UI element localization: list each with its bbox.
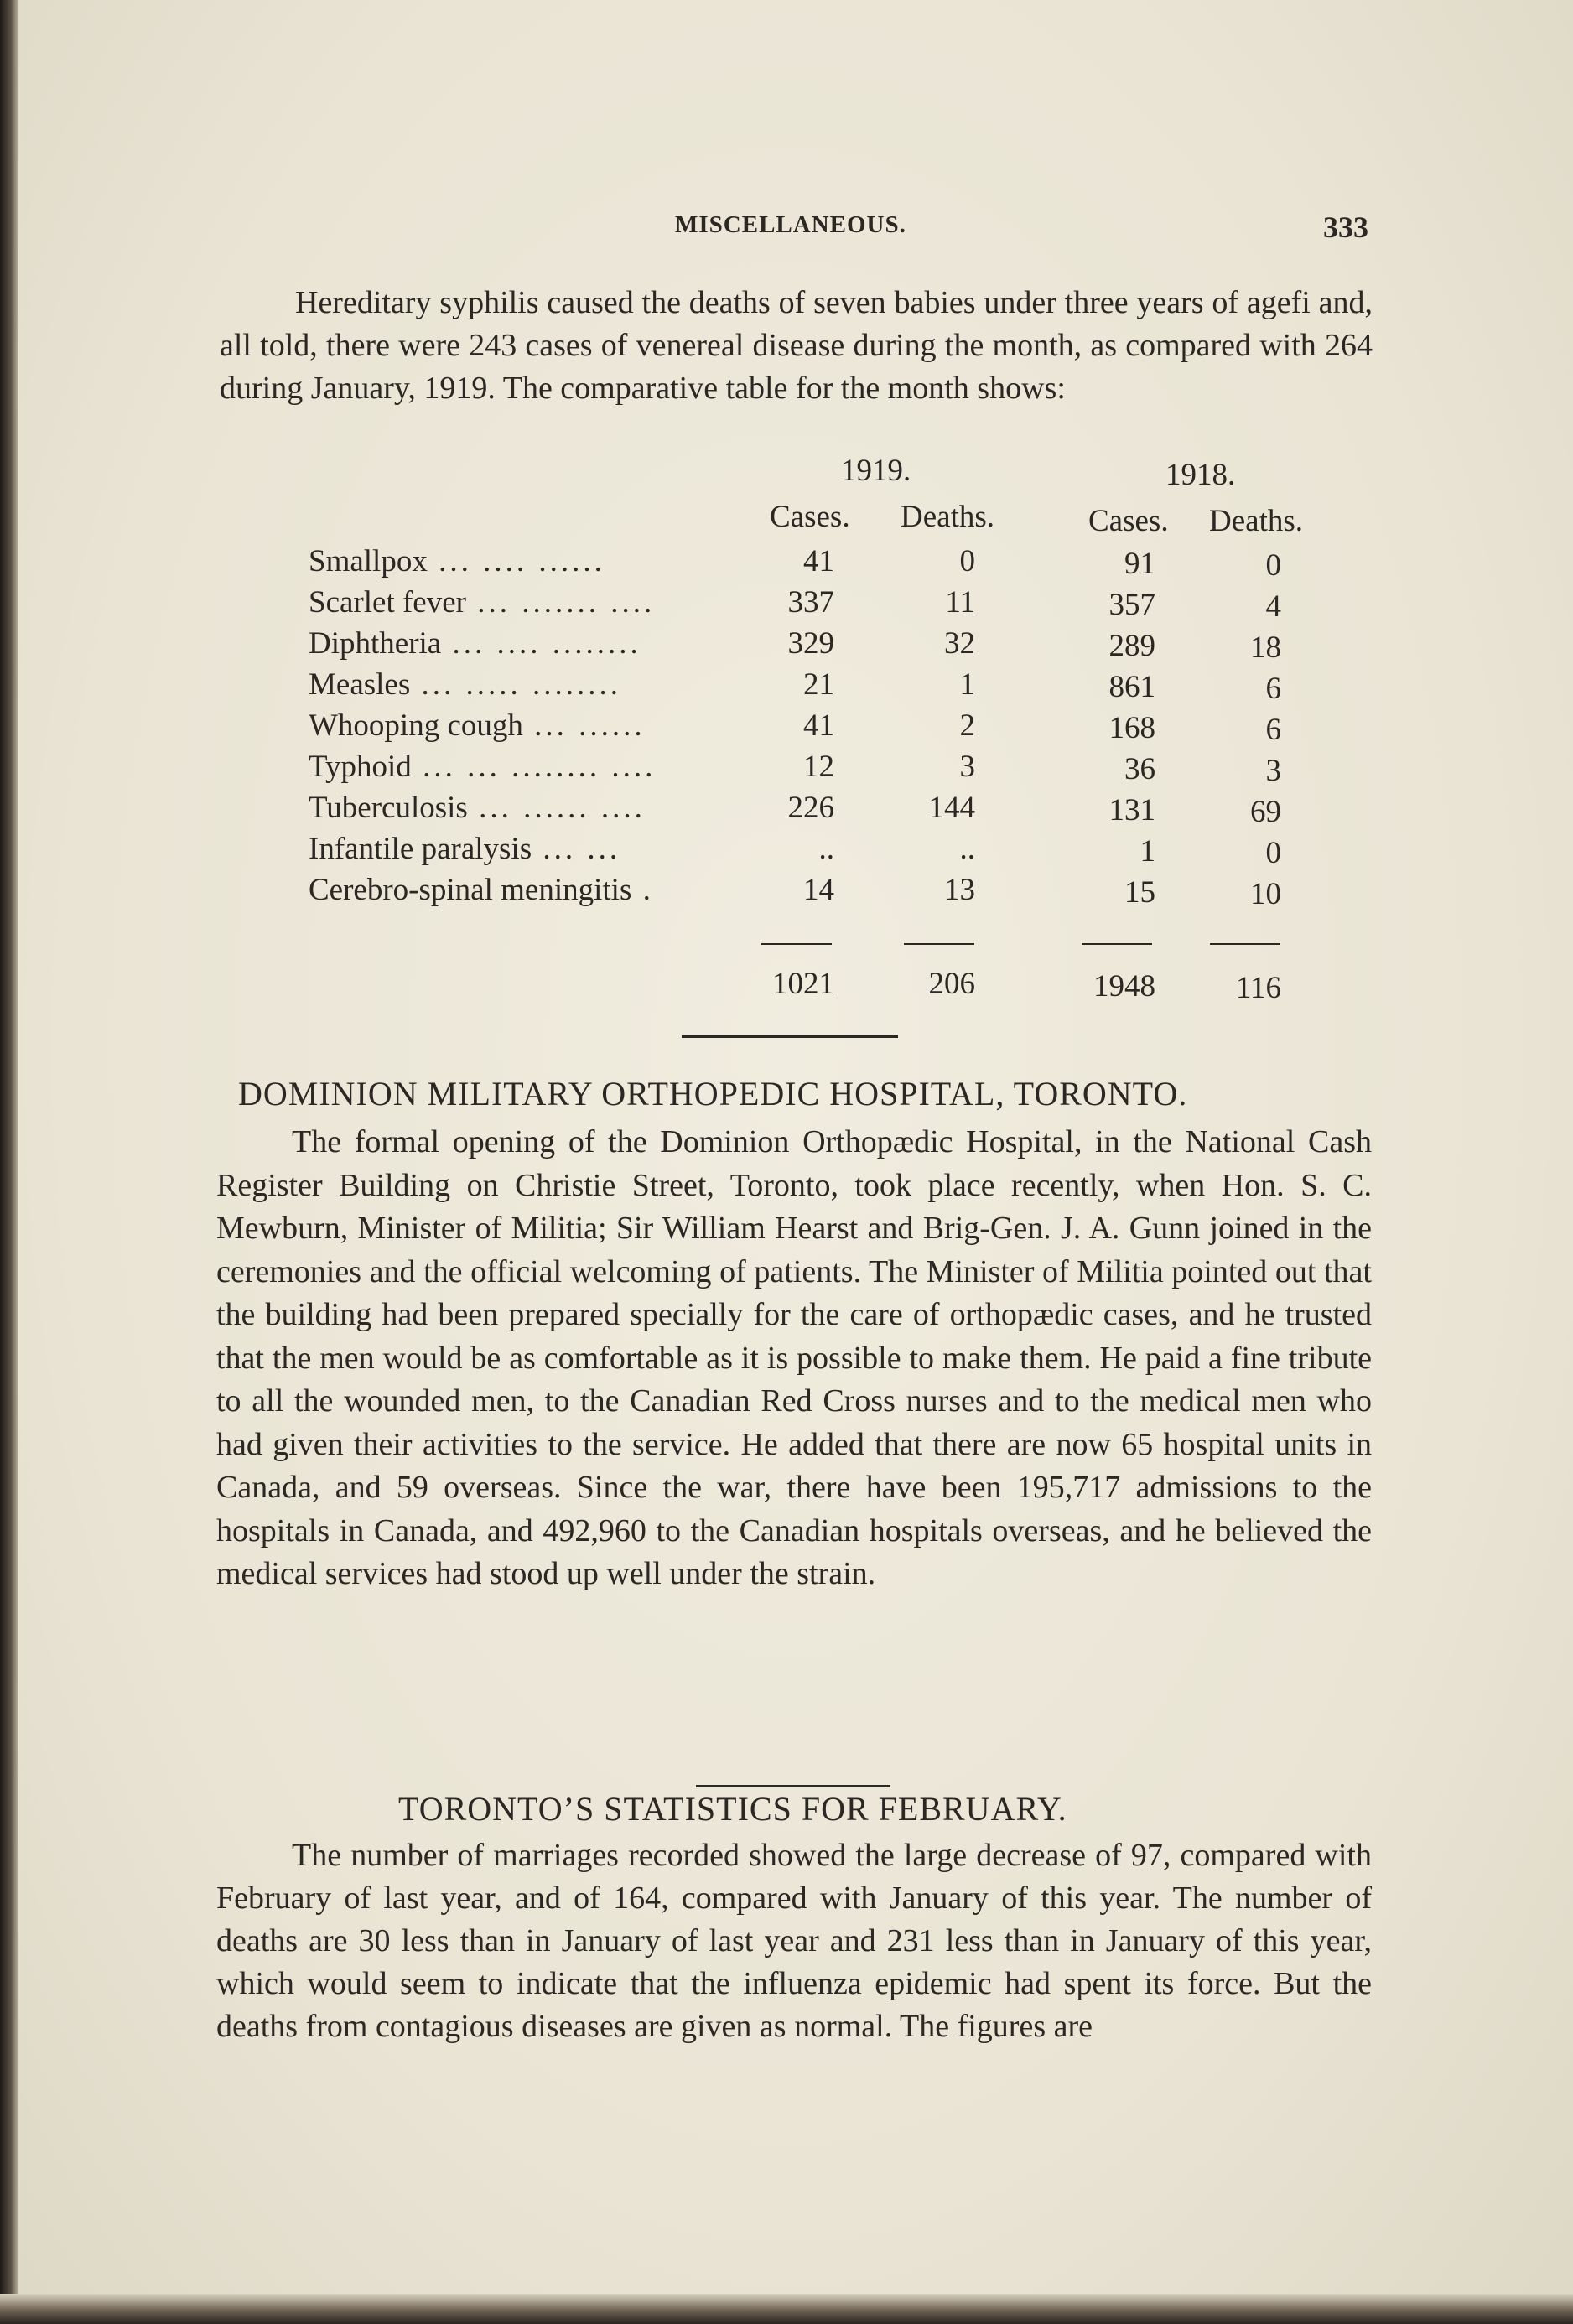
cases-1919: 12 <box>803 750 834 784</box>
dot-leader: . <box>631 873 654 907</box>
running-title: MISCELLANEOUS. <box>675 211 906 238</box>
paragraph-toronto-statistics: The number of marriages recorded showed the large decrease of 97, compared with February of last year, and of 164, compared with January of this year. The number of deaths are 30 less than in January of last year and 231 less than in January of this year, which would seem to indicate that the influenza epidemic had spent its force. But the deaths from contagious diseases are given as normal. The figures are <box>216 1838 1372 2044</box>
running-head <box>0 210 1573 246</box>
table-row <box>0 543 1573 585</box>
disease-name: Scarlet fever <box>309 585 466 620</box>
cases-1919: 226 <box>787 791 834 825</box>
disease-name: Typhoid <box>309 750 412 784</box>
column-header-deaths-1919: Deaths. <box>901 500 994 534</box>
dot-leader: ... ...... <box>522 708 646 743</box>
table-row <box>0 584 1573 626</box>
cases-1918: 91 <box>1124 547 1155 581</box>
cases-1918: 861 <box>1108 670 1155 704</box>
disease-name: Measles <box>309 667 411 702</box>
sum-rule <box>761 943 832 945</box>
section-divider <box>682 1035 898 1038</box>
cases-1919: 21 <box>803 667 834 702</box>
cases-1918: 36 <box>1124 752 1155 786</box>
section-heading-toronto-statistics: TORONTO’S STATISTICS FOR FEBRUARY. <box>398 1790 1067 1828</box>
sum-rule <box>904 943 974 945</box>
deaths-1919: 11 <box>945 585 975 620</box>
total-deaths-1919: 206 <box>928 967 975 1001</box>
year-header-1918: 1918. <box>1165 458 1236 492</box>
total-cases-1918: 1948 <box>1093 969 1155 1004</box>
table-row <box>0 872 1573 914</box>
cases-1918: 357 <box>1108 588 1155 622</box>
disease-name: Diphtheria <box>309 626 442 661</box>
cases-1918: 15 <box>1124 875 1155 910</box>
paragraph-orthopedic-hospital: The formal opening of the Dominion Orthopædic Hospital, in the National Cash Register Building on Christie Street, Toronto, took place recently, when Hon. S. C. Mewburn, Minister of Militia; Sir William Hearst and Brig-Gen. J. A. Gunn joined in the ceremonies and the official welcoming of patients. The Minister of Militia pointed out that the building had been prepared specially for the care of orthopædic cases, and he trusted that the men would be as comfortable as it is possible to make them. He paid a fine tribute to all the wounded men, to the Canadian Red Cross nurses and to the medical men who had given their activities to the service. He added that there are now 65 hospital units in Canada, and 59 overseas. Since the war, there have been 195,717 admissions to the hospitals in Canada, and 492,960 to the Canadian hospitals overseas, and he believed the medical services had stood up well under the strain. <box>216 1124 1372 1591</box>
total-deaths-1918: 116 <box>1235 971 1281 1005</box>
table-row <box>0 790 1573 832</box>
cases-1918: 1 <box>1140 834 1155 869</box>
deaths-1918: 18 <box>1250 630 1281 665</box>
dot-leader: ... ... <box>532 832 621 866</box>
book-spine-shadow <box>0 0 18 2324</box>
table-row-totals <box>0 966 1573 1008</box>
year-header-1919: 1919. <box>841 454 911 488</box>
cases-1918: 131 <box>1108 793 1155 827</box>
section-divider <box>696 1785 890 1787</box>
deaths-1919: 0 <box>959 544 975 578</box>
table-row <box>0 749 1573 791</box>
deaths-1918: 3 <box>1265 754 1281 788</box>
deaths-1918: 6 <box>1265 713 1281 747</box>
deaths-1918: 69 <box>1250 795 1281 829</box>
dot-leader: ... ...... .... <box>467 791 646 825</box>
cases-1918: 289 <box>1108 629 1155 663</box>
cases-1919: 41 <box>803 708 834 743</box>
deaths-1918: 10 <box>1250 877 1281 911</box>
paragraph-venereal-disease: Hereditary syphilis caused the deaths of seven babies under three years of agefi and, all told, there were 243 cases of venereal disease during the month, as compared with 264 during January, 1919. The comparative table for the month shows: <box>220 285 1373 406</box>
cases-1919: 41 <box>803 544 834 578</box>
table-row <box>0 831 1573 873</box>
deaths-1918: 0 <box>1265 548 1281 583</box>
sum-rule <box>1082 943 1152 945</box>
column-header-cases-1918: Cases. <box>1088 504 1169 538</box>
disease-name: Infantile paralysis <box>309 832 532 866</box>
deaths-1918: 6 <box>1265 672 1281 706</box>
dot-leader: ... ....... .... <box>465 585 656 620</box>
deaths-1919: 3 <box>959 750 975 784</box>
page-number: 333 <box>1323 210 1368 244</box>
disease-name: Whooping cough <box>309 708 523 743</box>
deaths-1919: 13 <box>944 873 975 907</box>
dot-leader: ... .... ...... <box>427 544 605 578</box>
cases-1919: 14 <box>803 873 834 907</box>
dot-leader: ... ..... ........ <box>410 667 621 702</box>
section-heading-orthopedic-hospital: DOMINION MILITARY ORTHOPEDIC HOSPITAL, TORONTO. <box>238 1075 1188 1113</box>
table-row <box>0 625 1573 667</box>
disease-name: Tuberculosis <box>309 791 468 825</box>
sum-rule <box>1210 943 1280 945</box>
deaths-1919: .. <box>959 832 975 866</box>
deaths-1919: 144 <box>928 791 975 825</box>
page-bottom-edge <box>0 2294 1573 2324</box>
total-cases-1919: 1021 <box>772 967 834 1001</box>
table-row <box>0 708 1573 750</box>
cases-1919: 329 <box>787 626 834 661</box>
column-header-deaths-1918: Deaths. <box>1209 504 1303 538</box>
dot-leader: ... ... ........ .... <box>411 750 657 784</box>
disease-name: Smallpox <box>309 544 428 578</box>
cases-1919: .. <box>818 832 834 866</box>
deaths-1918: 0 <box>1265 836 1281 870</box>
deaths-1919: 32 <box>944 626 975 661</box>
dot-leader: ... .... ........ <box>441 626 641 661</box>
disease-comparison-table <box>0 453 1573 1023</box>
table-row <box>0 667 1573 708</box>
deaths-1919: 1 <box>959 667 975 702</box>
cases-1919: 337 <box>787 585 834 620</box>
deaths-1919: 2 <box>959 708 975 743</box>
deaths-1918: 4 <box>1265 589 1281 624</box>
cases-1918: 168 <box>1108 711 1155 745</box>
column-header-cases-1919: Cases. <box>770 500 850 534</box>
disease-name: Cerebro-spinal meningitis <box>309 873 632 907</box>
